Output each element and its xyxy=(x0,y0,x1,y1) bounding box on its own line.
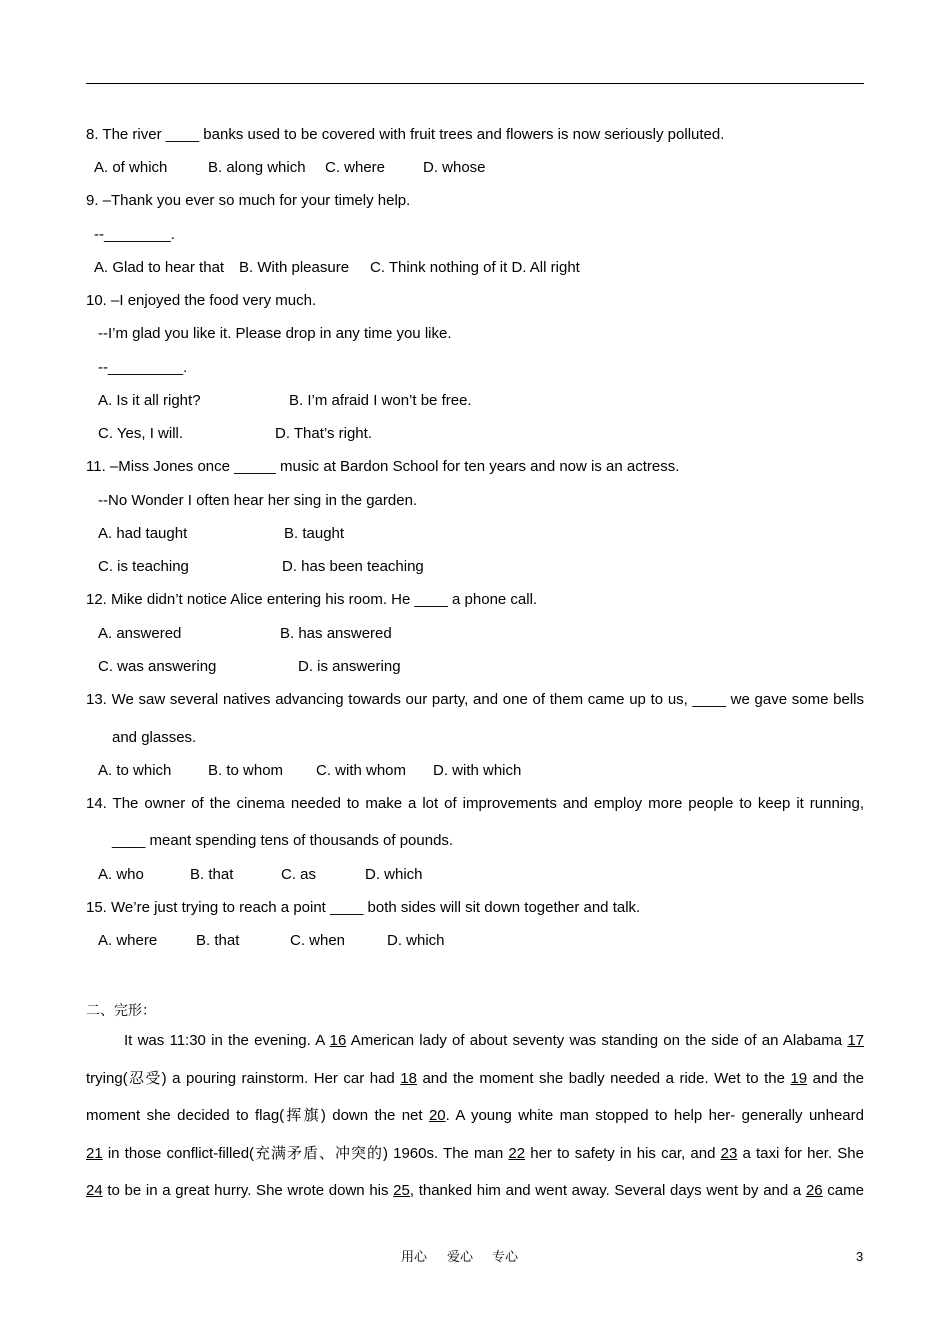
question-9-option-a: A. Glad to hear that xyxy=(94,259,225,276)
question-14-stem: 14. The owner of the cinema needed to make a lot of improvements and employ more people to keep it running, xyxy=(86,795,864,812)
cloze-line-1: It was 11:30 in the evening. A 16 American lady of about seventy was standing on the side of an Alabama 17 xyxy=(124,1032,864,1049)
question-14-option-c: C. as xyxy=(281,866,317,883)
question-10-reply: --_________. xyxy=(98,359,188,376)
page-number: 3 xyxy=(856,1249,864,1264)
footer-motto-3: 专心 xyxy=(492,1250,519,1265)
question-8-option-b: B. along which xyxy=(208,159,306,176)
cloze-blank-26: 26 xyxy=(805,1182,823,1199)
question-9-option-b: B. With pleasure xyxy=(239,259,350,276)
question-15-option-d: D. which xyxy=(387,932,445,949)
footer-motto-2: 爱心 xyxy=(447,1250,474,1265)
question-8-option-d: D. whose xyxy=(423,159,486,176)
cloze-blank-16: 16 xyxy=(329,1032,347,1049)
cloze-line-3: moment she decided to flag(挥旗) down the net 20. A young white man stopped to help her- generally unheard xyxy=(86,1107,864,1124)
question-11-option-d: D. has been teaching xyxy=(282,558,424,575)
question-11-option-a: A. had taught xyxy=(98,525,188,542)
question-10-stem: 10. –I enjoyed the food very much. xyxy=(86,292,317,309)
cloze-line-5: 24 to be in a great hurry. She wrote down his 25, thanked him and went away. Several days went by and a 26 came xyxy=(86,1182,864,1199)
question-9-stem: 9. –Thank you ever so much for your timely help. xyxy=(86,192,411,209)
question-10-option-d: D. That’s right. xyxy=(275,425,372,442)
question-12-option-c: C. was answering xyxy=(98,658,217,675)
question-13-option-c: C. with whom xyxy=(316,762,407,779)
question-10-option-b: B. I’m afraid I won’t be free. xyxy=(289,392,472,409)
question-12-option-a: A. answered xyxy=(98,625,182,642)
cloze-blank-22: 22 xyxy=(508,1145,526,1162)
question-15-option-a: A. where xyxy=(98,932,158,949)
section-2-heading: 二、完形： xyxy=(86,1003,156,1019)
question-9-option-cd: C. Think nothing of it D. All right xyxy=(370,259,580,276)
question-10-option-a: A. Is it all right? xyxy=(98,392,201,409)
question-13-stem: 13. We saw several natives advancing towards our party, and one of them came up to us, ____ we gave some bells xyxy=(86,691,864,708)
cloze-blank-19: 19 xyxy=(790,1070,808,1087)
question-12-option-b: B. has answered xyxy=(280,625,392,642)
cloze-line-2: trying(忍受) a pouring rainstorm. Her car had 18 and the moment she badly needed a ride. Wet to the 19 and the xyxy=(86,1070,864,1087)
question-8-option-a: A. of which xyxy=(94,159,168,176)
question-13-option-a: A. to which xyxy=(98,762,172,779)
question-8-stem: 8. The river ____ banks used to be covered with fruit trees and flowers is now seriously polluted. xyxy=(86,126,725,143)
question-11-line2: --No Wonder I often hear her sing in the garden. xyxy=(98,492,418,509)
question-12-option-d: D. is answering xyxy=(298,658,401,675)
question-14-option-b: B. that xyxy=(190,866,234,883)
cloze-blank-17: 17 xyxy=(847,1032,864,1049)
cloze-blank-20: 20 xyxy=(428,1107,446,1124)
question-14-option-a: A. who xyxy=(98,866,144,883)
question-9-reply: --________. xyxy=(94,226,175,243)
question-11-stem: 11. –Miss Jones once _____ music at Bardon School for ten years and now is an actress. xyxy=(86,458,680,475)
question-10-line2: --I’m glad you like it. Please drop in any time you like. xyxy=(98,325,452,342)
cloze-line-4: 21 in those conflict-filled(充满矛盾、冲突的) 1960s. The man 22 her to safety in his car, and 23 a taxi for her. She xyxy=(86,1145,864,1162)
question-11-option-c: C. is teaching xyxy=(98,558,189,575)
question-15-stem: 15. We’re just trying to reach a point ____ both sides will sit down together and talk. xyxy=(86,899,641,916)
question-15-option-b: B. that xyxy=(196,932,240,949)
question-13-option-d: D. with which xyxy=(433,762,522,779)
question-14-option-d: D. which xyxy=(365,866,423,883)
question-15-option-c: C. when xyxy=(290,932,346,949)
question-10-option-c: C. Yes, I will. xyxy=(98,425,184,442)
question-14-continuation: ____ meant spending tens of thousands of pounds. xyxy=(112,832,454,849)
cloze-blank-23: 23 xyxy=(720,1145,738,1162)
question-13-option-b: B. to whom xyxy=(208,762,284,779)
question-12-stem: 12. Mike didn’t notice Alice entering his room. He ____ a phone call. xyxy=(86,591,538,608)
footer-motto-1: 用心 xyxy=(401,1250,428,1265)
cloze-blank-24: 24 xyxy=(86,1182,103,1199)
question-11-option-b: B. taught xyxy=(284,525,345,542)
question-13-continuation: and glasses. xyxy=(112,729,197,746)
header-rule xyxy=(86,83,864,84)
cloze-blank-18: 18 xyxy=(400,1070,417,1087)
question-8-option-c: C. where xyxy=(325,159,386,176)
cloze-blank-21: 21 xyxy=(86,1145,103,1162)
cloze-blank-25: 25 xyxy=(393,1182,410,1199)
